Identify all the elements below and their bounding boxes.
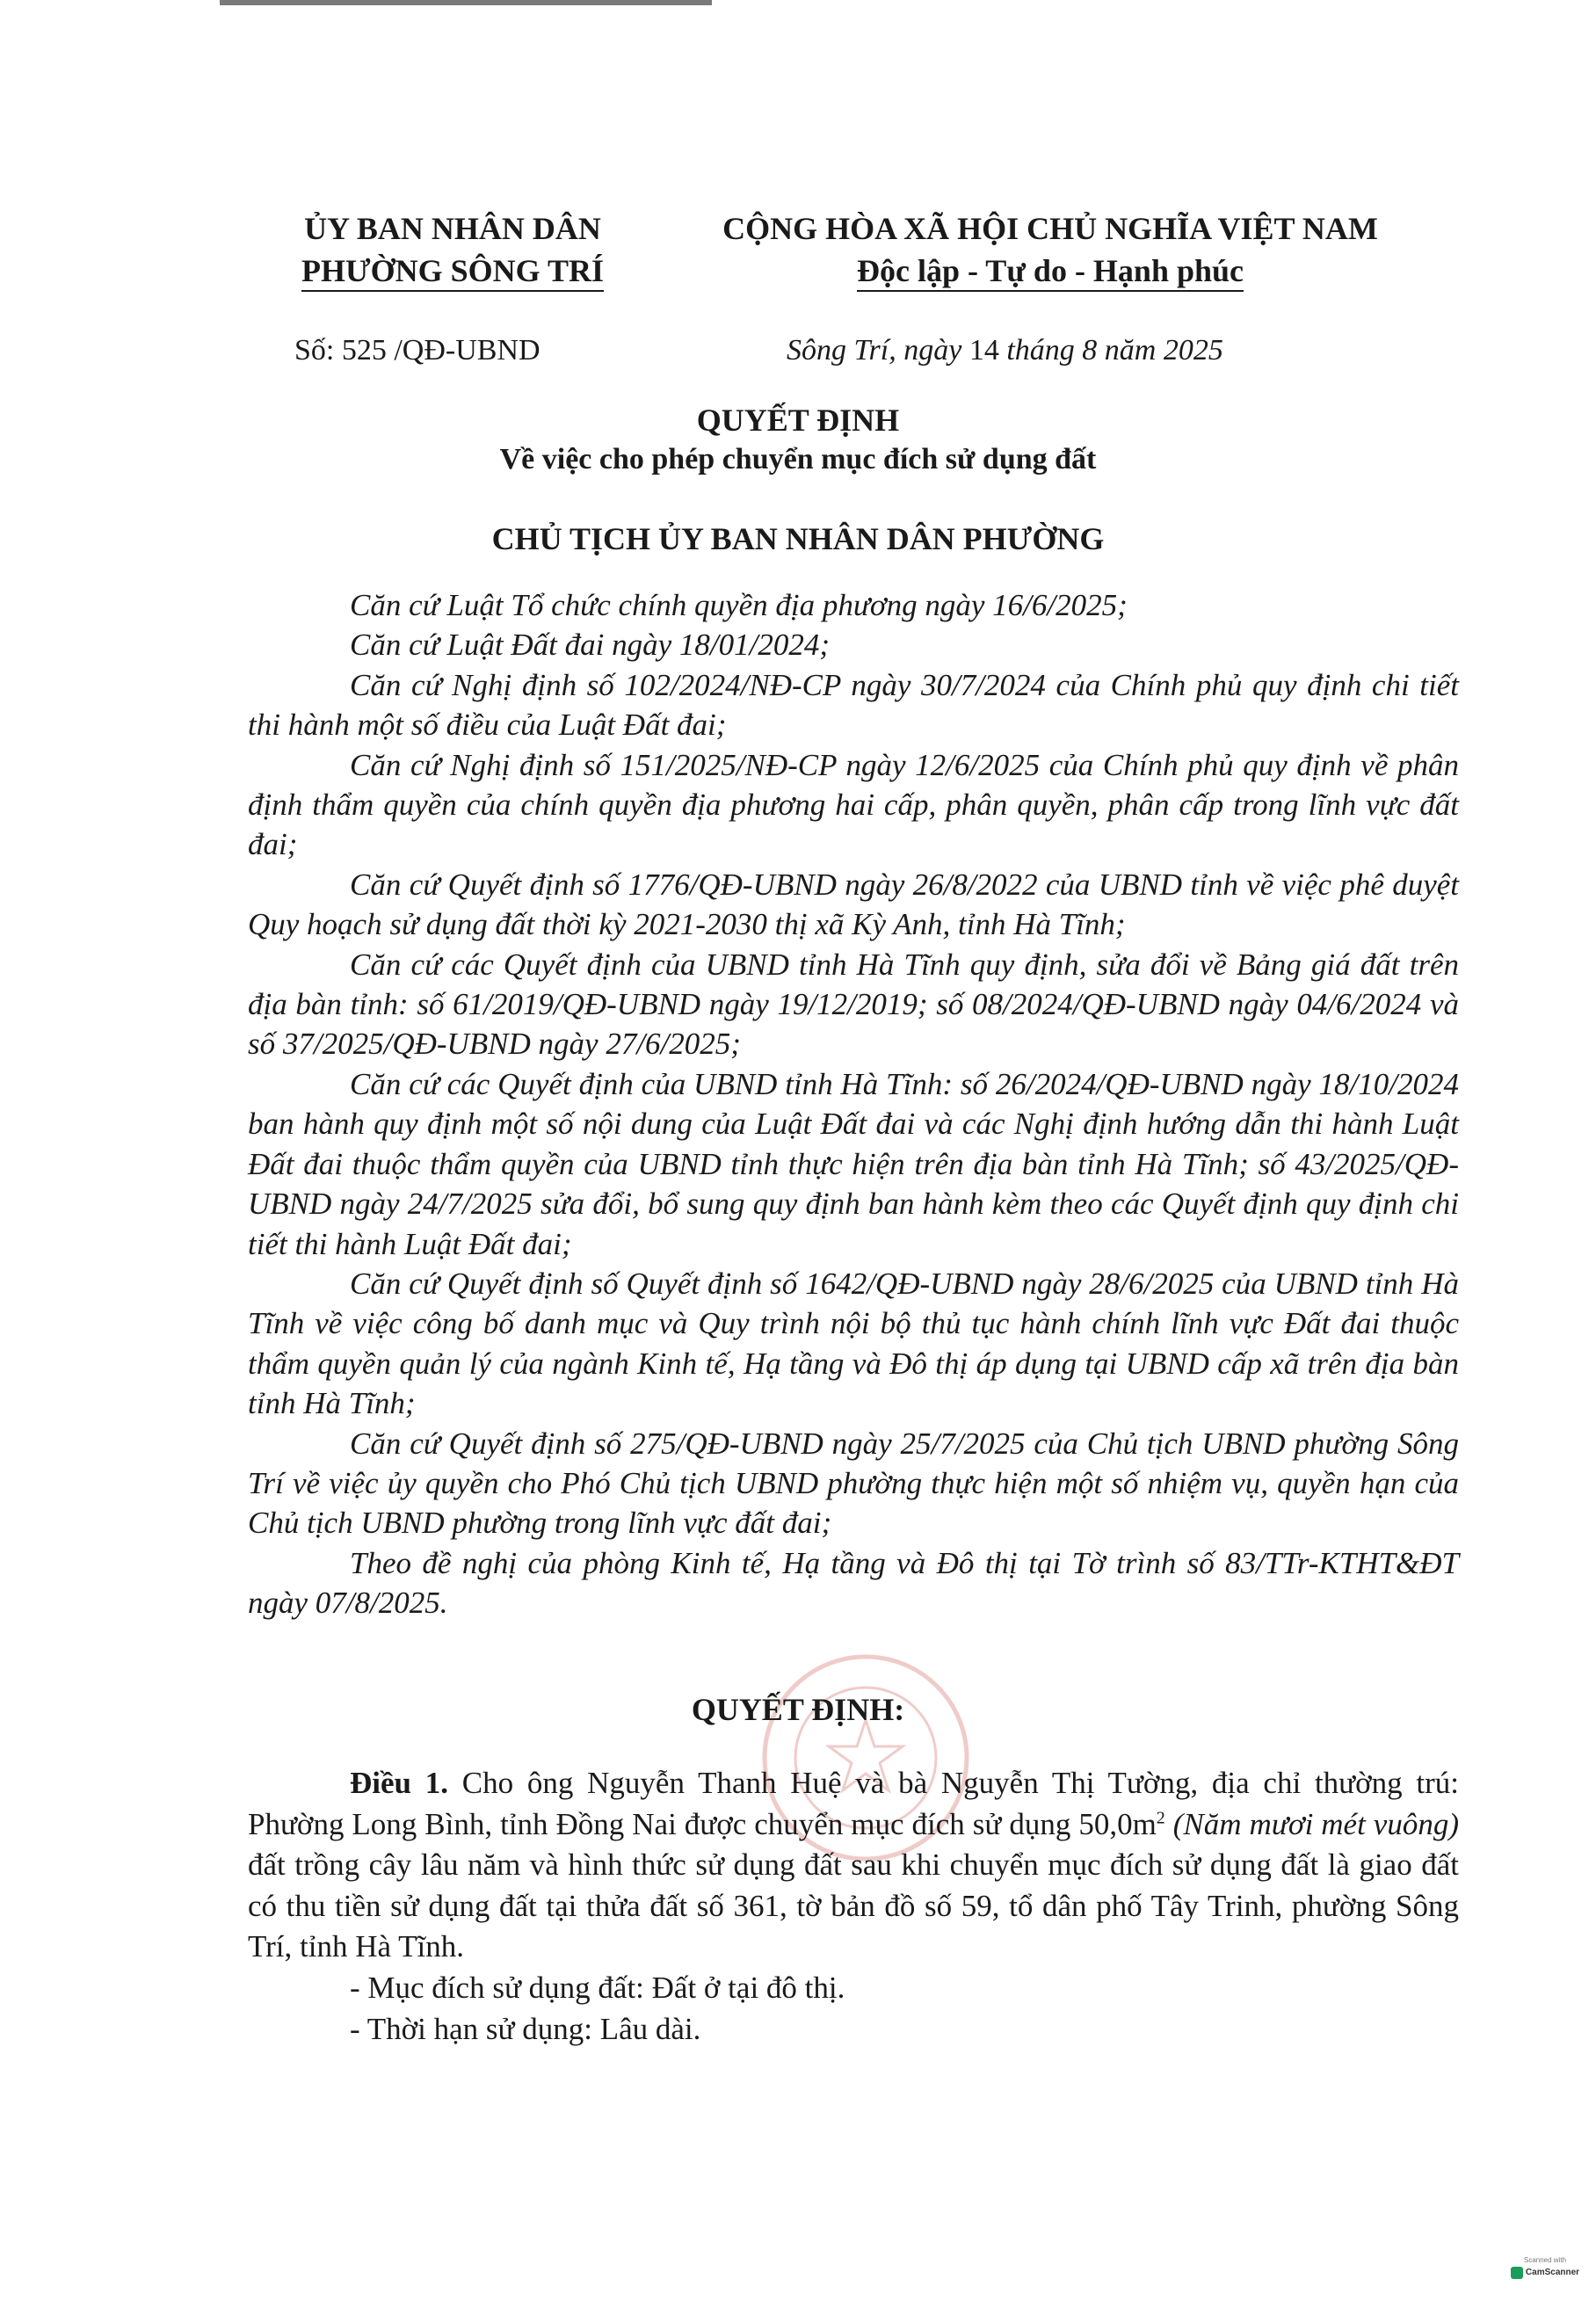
- legal-basis-item: Theo đề nghị của phòng Kinh tế, Hạ tầng và Đô thị tại Tờ trình số 83/TTr-KTHT&ĐT ngày 07/8/2025.: [248, 1545, 1459, 1621]
- article-1-text-b: đất trồng cây lâu năm và hình thức sử dụng đất sau khi chuyển mục đích sử dụng đất là giao đất có thu tiền sử dụng đất tại thửa đất số 361, tờ bản đồ số 59, tổ dân phố Tây Trinh, phường Sông Trí, tỉnh Hà Tĩnh.: [248, 1847, 1459, 1964]
- document-title: QUYẾT ĐỊNH: [696, 403, 900, 438]
- legal-basis-item: Căn cứ Quyết định số 275/QĐ-UBND ngày 25/7/2025 của Chủ tịch UBND phường Sông Trí về việc ủy quyền cho Phó Chủ tịch UBND phường thực hiện một số nhiệm vụ, quyền hạn của Chủ tịch UBND phường trong lĩnh vực đất đai;: [248, 1426, 1459, 1541]
- article-1-label: Điều 1.: [350, 1766, 449, 1800]
- authority-line-1: ỦY BAN NHÂN DÂN: [304, 211, 601, 246]
- document-number: Số: 525 /QĐ-UBND: [294, 334, 540, 367]
- authority-line-2: PHƯỜNG SÔNG TRÍ: [301, 253, 604, 292]
- scan-edge-mark: [220, 0, 712, 5]
- scanner-caption: Scanned with: [1523, 2256, 1567, 2264]
- legal-basis-item: Căn cứ các Quyết định của UBND tỉnh Hà Tĩnh quy định, sửa đổi về Bảng giá đất trên địa bàn tỉnh: số 61/2019/QĐ-UBND ngày 19/12/2019; số 08/2024/QĐ-UBND ngày 04/6/2024 và số 37/2025/QĐ-UBND ngày 27/6/2025;: [248, 947, 1459, 1062]
- camscanner-watermark: [1510, 2256, 1580, 2293]
- nation-name: CỘNG HÒA XÃ HỘI CHỦ NGHĨA VIỆT NAM: [722, 211, 1378, 246]
- scanner-brand: CamScanner: [1525, 2268, 1580, 2277]
- article-1-main: [248, 1763, 1459, 1968]
- legal-basis-item: Căn cứ Quyết định số 1776/QĐ-UBND ngày 26/8/2022 của UBND tỉnh về việc phê duyệt Quy hoạch sử dụng đất thời kỳ 2021-2030 thị xã Kỳ Anh, tỉnh Hà Tĩnh;: [248, 867, 1459, 942]
- decision-heading: QUYẾT ĐỊNH:: [691, 1692, 905, 1727]
- land-use-purpose: - Mục đích sử dụng đất: Đất ở tại đô thị.: [350, 1970, 845, 2005]
- nation-motto: Độc lập - Tự do - Hạnh phúc: [857, 253, 1244, 292]
- legal-basis-item: Căn cứ Nghị định số 151/2025/NĐ-CP ngày 12/6/2025 của Chính phủ quy định về phân định thẩm quyền của chính quyền địa phương hai cấp, phân quyền, phân cấp trong lĩnh vực đất đai;: [248, 747, 1459, 862]
- issuing-authority: [264, 207, 642, 292]
- legal-basis-item: Căn cứ Luật Đất đai ngày 18/01/2024;: [350, 628, 831, 663]
- date-suffix: tháng 8 năm 2025: [1006, 334, 1223, 367]
- area-in-words: (Năm mươi mét vuông): [1164, 1806, 1459, 1841]
- document-date: [787, 332, 1223, 369]
- legal-basis-item: Căn cứ Luật Tổ chức chính quyền địa phương ngày 16/6/2025;: [350, 588, 1128, 622]
- issuing-official: CHỦ TỊCH ỦY BAN NHÂN DÂN PHƯỜNG: [491, 521, 1105, 556]
- date-prefix: Sông Trí, ngày: [787, 334, 962, 367]
- legal-basis-item: Căn cứ Nghị định số 102/2024/NĐ-CP ngày 30/7/2024 của Chính phủ quy định chi tiết thi hành một số điều của Luật Đất đai;: [248, 667, 1459, 743]
- date-day: 14: [961, 334, 1007, 367]
- article-1-text-a: Cho ông Nguyễn Thanh Huệ và bà Nguyễn Thị Tường, địa chỉ thường trú: Phường Long Bình, tỉnh Đồng Nai được chuyển mục đích sử dụng 50,0m: [248, 1766, 1460, 1841]
- national-heading: [677, 207, 1424, 292]
- document-subject: Về việc cho phép chuyển mục đích sử dụng đất: [499, 443, 1097, 475]
- article-1: [248, 1763, 1459, 2050]
- camscanner-logo-icon: [1511, 2267, 1523, 2279]
- land-use-term: - Thời hạn sử dụng: Lâu dài.: [350, 2011, 701, 2046]
- area-superscript: 2: [1156, 1807, 1165, 1827]
- legal-basis-item: Căn cứ Quyết định số Quyết định số 1642/QĐ-UBND ngày 28/6/2025 của UBND tỉnh Hà Tĩnh về việc công bố danh mục và Quy trình nội bộ thủ tục hành chính lĩnh vực Đất đai thuộc thẩm quyền quản lý của ngành Kinh tế, Hạ tầng và Đô thị áp dụng tại UBND cấp xã trên địa bàn tỉnh Hà Tĩnh;: [248, 1266, 1459, 1421]
- legal-basis-item: Căn cứ các Quyết định của UBND tỉnh Hà Tĩnh: số 26/2024/QĐ-UBND ngày 18/10/2024 ban hành quy định một số nội dung của Luật Đất đai và các Nghị định hướng dẫn thi hành Luật Đất đai thuộc thẩm quyền của UBND tỉnh thực hiện trên địa bàn tỉnh Hà Tĩnh; số 43/2025/QĐ-UBND ngày 24/7/2025 sửa đổi, bổ sung quy định ban hành kèm theo các Quyết định quy định chi tiết thi hành Luật Đất đai;: [248, 1066, 1459, 1261]
- legal-bases: [248, 585, 1459, 1623]
